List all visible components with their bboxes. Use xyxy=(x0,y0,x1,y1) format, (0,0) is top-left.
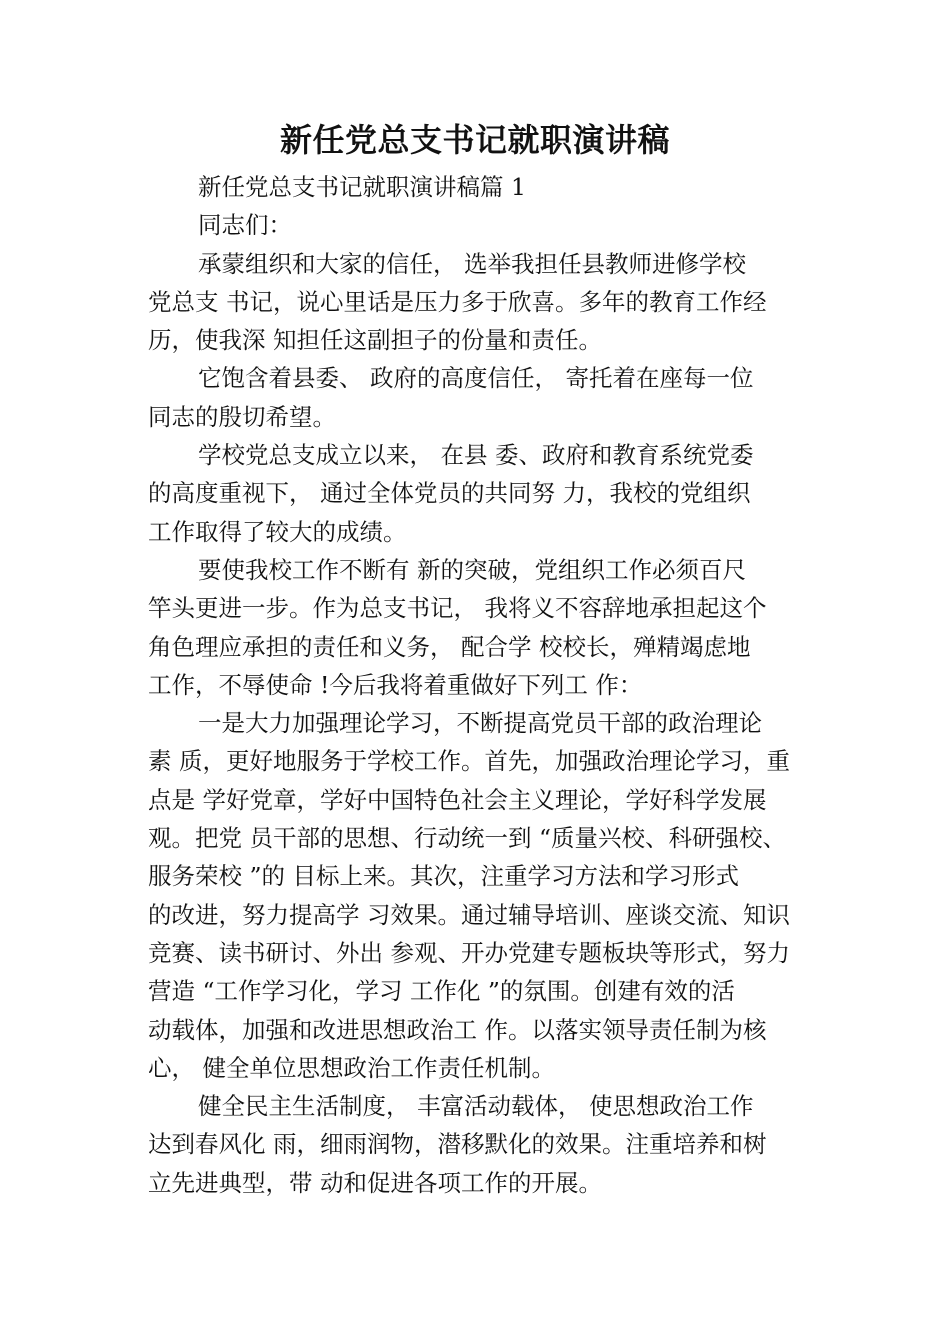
paragraph-line: 要使我校工作不断有 新的突破，党组织工作必须百尺 xyxy=(198,555,746,584)
paragraph-line: 竿头更进一步。作为总支书记， 我将义不容辞地承担起这个 xyxy=(148,594,767,623)
paragraph xyxy=(148,551,810,704)
paragraph-line: 工作取得了较大的成绩。 xyxy=(148,517,407,546)
paragraph-line: 健全民主生活制度， 丰富活动载体， 使思想政治工作 xyxy=(198,1092,754,1121)
paragraph-line: 点是 学好党章，学好中国特色社会主义理论，学好科学发展 xyxy=(148,785,767,814)
document-body xyxy=(148,168,810,1202)
paragraph-line: 达到春风化 雨，细雨润物，潜移默化的效果。注重培养和树 xyxy=(148,1130,767,1159)
paragraph-line: 素 质，更好地服务于学校工作。首先，加强政治理论学习，重 xyxy=(148,747,790,776)
paragraph-line: 承蒙组织和大家的信任， 选举我担任县教师进修学校 xyxy=(198,249,746,278)
paragraph xyxy=(148,704,810,1087)
paragraph-line: 角色理应承担的责任和义务， 配合学 校校长，殚精竭虑地 xyxy=(148,632,751,661)
paragraph-list xyxy=(148,245,810,1202)
paragraph-line: 学校党总支成立以来， 在县 委、政府和教育系统党委 xyxy=(198,441,754,470)
greeting: 同志们： xyxy=(198,211,292,240)
paragraph-line: 一是大力加强理论学习，不断提高党员干部的政治理论 xyxy=(198,709,762,738)
paragraph-line: 党总支 书记，说心里话是压力多于欣喜。多年的教育工作经 xyxy=(148,287,767,316)
paragraph xyxy=(148,245,810,360)
document-title: 新任党总支书记就职演讲稿 xyxy=(279,121,670,159)
paragraph-line: 服务荣校 ”的 目标上来。其次，注重学习方法和学习形式 xyxy=(148,862,739,891)
paragraph-line: 的高度重视下， 通过全体党员的共同努 力，我校的党组织 xyxy=(148,479,751,508)
document-subtitle: 新任党总支书记就职演讲稿篇 1 xyxy=(198,173,526,201)
paragraph xyxy=(148,436,810,551)
paragraph-line: 心， 健全单位思想政治工作责任机制。 xyxy=(148,1053,555,1082)
paragraph xyxy=(148,359,810,436)
paragraph-line: 营造 “工作学习化，学习 工作化 ”的氛围。创建有效的活 xyxy=(148,977,735,1006)
paragraph xyxy=(148,1087,810,1202)
paragraph-line: 的改进，努力提高学 习效果。通过辅导培训、座谈交流、知识 xyxy=(148,900,790,929)
paragraph-line: 立先进典型，带 动和促进各项工作的开展。 xyxy=(148,1168,602,1197)
paragraph-line: 历，使我深 知担任这副担子的份量和责任。 xyxy=(148,326,602,355)
paragraph-line: 竞赛、读书研讨、外出 参观、开办党建专题板块等形式，努力 xyxy=(148,938,790,967)
paragraph-line: 观。把党 员干部的思想、行动统一到 “质量兴校、科研强校、 xyxy=(148,824,786,853)
paragraph-line: 同志的殷切希望。 xyxy=(148,402,336,431)
paragraph-line: 动载体，加强和改进思想政治工 作。以落实领导责任制为核 xyxy=(148,1015,767,1044)
paragraph-line: 工作，不辱使命 !今后我将着重做好下列工 作： xyxy=(148,670,643,699)
paragraph-line: 它饱含着县委、 政府的高度信任， 寄托着在座每一位 xyxy=(198,364,754,393)
